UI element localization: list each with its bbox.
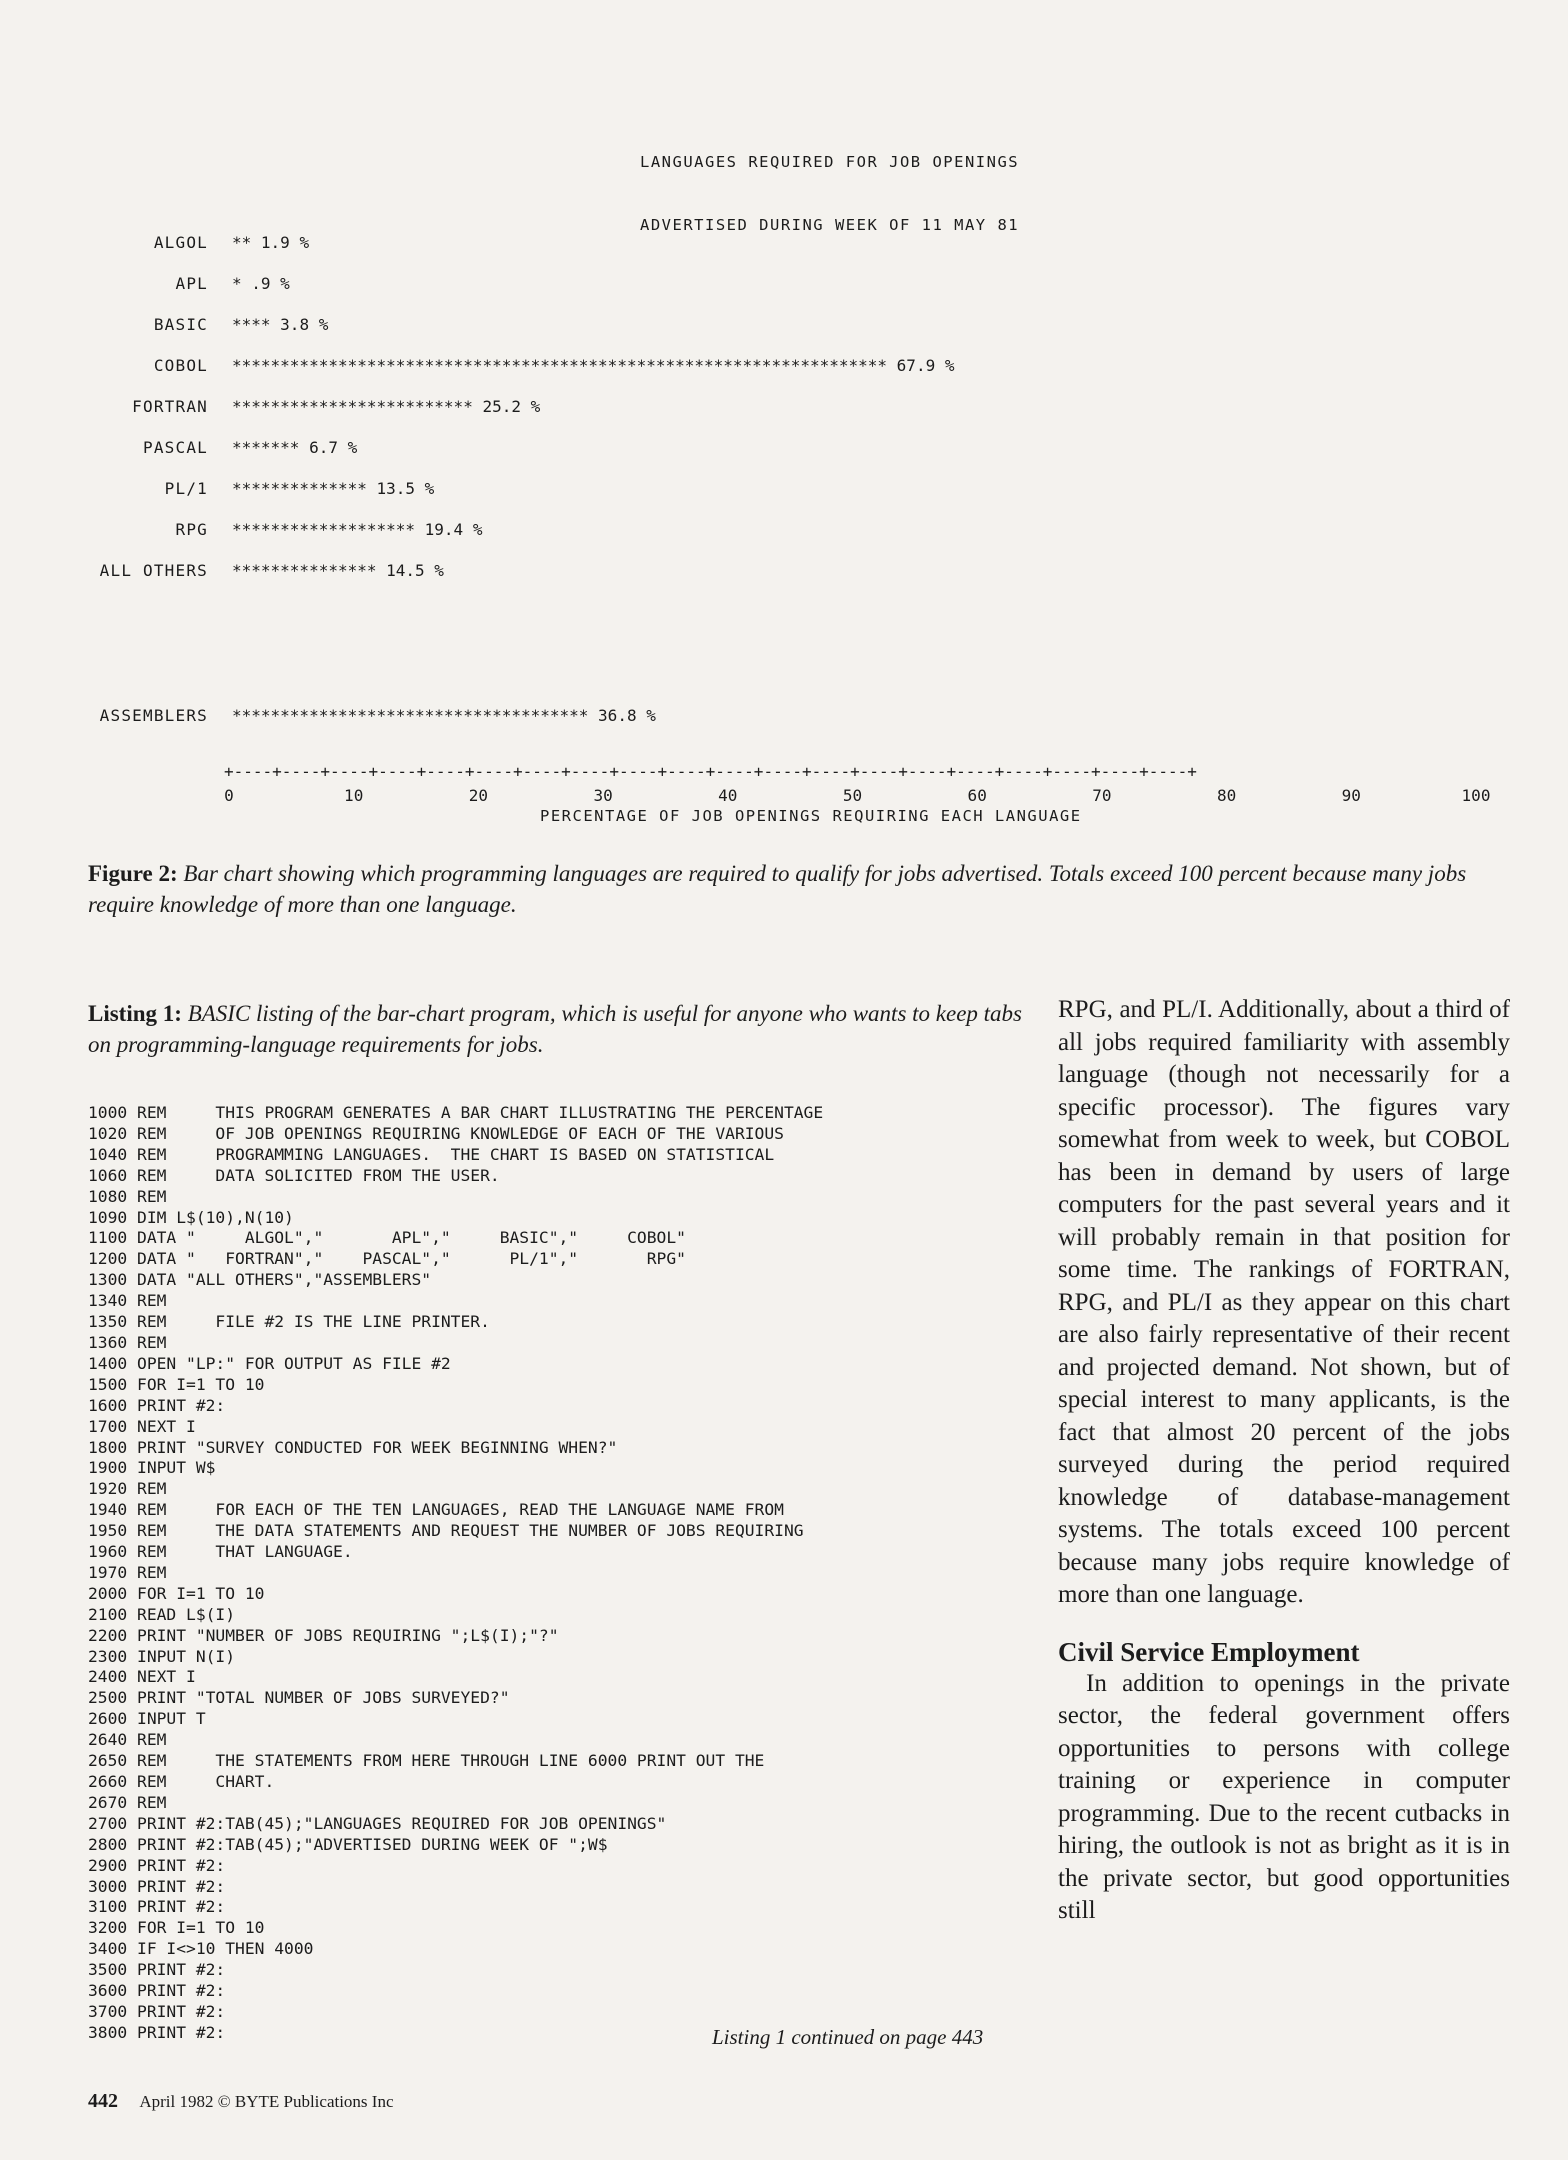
- bar-value-label: 14.5 %: [386, 561, 444, 580]
- listing-line: 2200 PRINT "NUMBER OF JOBS REQUIRING ";L$(I);"?": [88, 1625, 559, 1645]
- listing-line: 1600 PRINT #2:: [88, 1395, 226, 1415]
- figure-caption-text: Bar chart showing which programming languages are required to qualify for jobs advertised. Totals exceed 100 percent because many jobs require knowledge of more than one language.: [88, 861, 1467, 917]
- chart-title: LANGUAGES REQUIRED FOR JOB OPENINGS: [640, 153, 1020, 171]
- bar: [232, 356, 954, 375]
- bar-category-label: ALGOL: [153, 233, 208, 252]
- article-paragraph: In addition to openings in the private sector, the federal government offers opportunities to persons with college training or experience in computer programming. Due to the recent cutbacks in hiring, the outlook is not as bright as it is in the private sector, but good opportunities still: [1058, 1669, 1510, 1924]
- bar-value-label: 67.9 %: [896, 356, 955, 375]
- listing-line: 1340 REM: [88, 1291, 167, 1311]
- listing-line: 3100 PRINT #2:: [88, 1897, 226, 1917]
- listing-caption-text: BASIC listing of the bar-chart program, which is useful for anyone who wants to keep tabs on programming-language requirements for jobs.: [88, 1001, 1022, 1057]
- bar-asterisks: **************: [232, 479, 377, 498]
- bar-asterisks: *******: [232, 438, 310, 457]
- listing-line: 3200 FOR I=1 TO 10: [88, 1918, 265, 1938]
- listing-line: 2700 PRINT #2:TAB(45);"LANGUAGES REQUIRED FOR JOB OPENINGS": [88, 1813, 667, 1833]
- bar-category-label: COBOL: [153, 356, 208, 375]
- listing-line: 2500 PRINT "TOTAL NUMBER OF JOBS SURVEYED?": [88, 1688, 510, 1708]
- x-tick-label: 80: [1216, 786, 1237, 805]
- listing-continued-note: Listing 1 continued on page 443: [712, 2025, 984, 2049]
- bar-category-label: FORTRAN: [132, 397, 208, 416]
- listing-line: 2000 FOR I=1 TO 10: [88, 1583, 265, 1603]
- bar-asterisks: **: [232, 233, 261, 252]
- x-tick-label: 60: [967, 786, 987, 805]
- listing-line: 1950 REM THE DATA STATEMENTS AND REQUEST THE NUMBER OF JOBS REQUIRING: [88, 1521, 804, 1541]
- listing-line: 1940 REM FOR EACH OF THE TEN LANGUAGES, READ THE LANGUAGE NAME FROM: [88, 1500, 784, 1520]
- listing-line: 3400 IF I<>10 THEN 4000: [88, 1939, 314, 1959]
- listing-line: 1000 REM THIS PROGRAM GENERATES A BAR CHART ILLUSTRATING THE PERCENTAGE: [88, 1103, 824, 1122]
- listing-line: 2640 REM: [88, 1730, 167, 1750]
- bar: [232, 561, 444, 580]
- listing-line: 1350 REM FILE #2 IS THE LINE PRINTER.: [88, 1312, 490, 1332]
- listing-line: 2670 REM: [88, 1792, 167, 1812]
- page-footer: [88, 2090, 394, 2113]
- x-axis-label: PERCENTAGE OF JOB OPENINGS REQUIRING EACH LANGUAGE: [540, 807, 1082, 825]
- x-tick-label: 40: [718, 786, 738, 805]
- listing-line: 1100 DATA " ALGOL"," APL"," BASIC"," COBOL": [88, 1228, 686, 1248]
- bar-asterisks: *************************************: [232, 706, 599, 725]
- listing-line: 1300 DATA "ALL OTHERS","ASSEMBLERS": [88, 1270, 432, 1290]
- listing-caption: [88, 998, 1028, 1060]
- bar-asterisks: ****: [232, 315, 281, 334]
- listing-line: 3700 PRINT #2:: [88, 2001, 226, 2021]
- bar-value-label: .9 %: [251, 274, 290, 293]
- listing-caption-label: Listing 1:: [88, 1001, 182, 1026]
- bar: [232, 397, 540, 416]
- listing-line: 3800 PRINT #2:: [88, 2022, 226, 2042]
- listing-line: 1900 INPUT W$: [88, 1458, 216, 1478]
- bar: [232, 438, 357, 457]
- basic-listing: [88, 1103, 823, 2044]
- listing-line: 3000 PRINT #2:: [88, 1876, 226, 1896]
- chart-title-block: [640, 110, 1019, 257]
- x-tick-label: 30: [593, 786, 613, 805]
- listing-line: 1400 OPEN "LP:" FOR OUTPUT AS FILE #2: [88, 1353, 451, 1373]
- bar-value-label: 25.2 %: [482, 397, 541, 416]
- chart-subtitle: ADVERTISED DURING WEEK OF 11 MAY 81: [640, 216, 1020, 234]
- listing-line: 3600 PRINT #2:: [88, 1981, 226, 2001]
- bar-category-label: RPG: [175, 520, 208, 539]
- bar-category-label: PASCAL: [143, 438, 208, 457]
- x-tick-label: 20: [468, 786, 489, 805]
- listing-line: 1700 NEXT I: [88, 1416, 196, 1436]
- listing-line: 2100 READ L$(I): [88, 1604, 236, 1624]
- article-column: [1058, 994, 1510, 1928]
- listing-line: 1960 REM THAT LANGUAGE.: [88, 1542, 353, 1562]
- bar-value-label: 19.4 %: [424, 520, 483, 539]
- bar-category-label: BASIC: [153, 315, 208, 334]
- bar-category-label: ALL OTHERS: [99, 561, 208, 580]
- listing-line: 1920 REM: [88, 1479, 167, 1499]
- x-tick-label: 50: [842, 786, 863, 805]
- x-tick-label: 70: [1092, 786, 1112, 805]
- section-heading: Civil Service Employment: [1058, 1636, 1360, 1667]
- x-axis-line: +----+----+----+----+----+----+----+----+----+----+----+----+----+----+----+----+----+----+----+----+: [224, 762, 1197, 781]
- listing-line: 1360 REM: [88, 1332, 167, 1352]
- bar-asterisks: ***************: [232, 561, 387, 580]
- listing-line: 2400 NEXT I: [88, 1667, 196, 1687]
- listing-line: 2900 PRINT #2:: [88, 1855, 226, 1875]
- listing-line: 1080 REM: [88, 1186, 167, 1206]
- bar-value-label: 3.8 %: [280, 315, 329, 334]
- bar-value-label: 1.9 %: [260, 233, 310, 252]
- bar: [232, 706, 656, 725]
- listing-line: 2800 PRINT #2:TAB(45);"ADVERTISED DURING WEEK OF ";W$: [88, 1834, 608, 1854]
- bar-value-label: 36.8 %: [598, 706, 656, 725]
- article-paragraph: RPG, and PL/I. Additionally, about a third of all jobs required familiarity with assembly language (though not necessarily for a specific processor). The figures vary somewhat from week to week, but COBOL has been in demand by users of large computers for the past several years and it will probably remain in that position for some time. The rankings of FORTRAN, RPG, and PL/I as they appear on this chart are also fairly representative of their recent and projected demand. Not shown, but of special interest to many applicants, is the fact that almost 20 percent of the jobs surveyed during the period required knowledge of database-management systems. The totals exceed 100 percent because many jobs require knowledge of more than one language.: [1058, 996, 1510, 1608]
- listing-line: 1200 DATA " FORTRAN"," PASCAL"," PL/1"," RPG": [88, 1249, 686, 1269]
- bar-asterisks: *************************: [232, 397, 483, 416]
- x-tick-label: 10: [344, 786, 364, 805]
- bar-category-label: APL: [175, 274, 208, 293]
- figure-caption: [88, 858, 1498, 920]
- listing-line: 2660 REM CHART.: [88, 1772, 275, 1791]
- listing-line: 2650 REM THE STATEMENTS FROM HERE THROUGH LINE 6000 PRINT OUT THE: [88, 1751, 765, 1771]
- bar-asterisks: *: [232, 274, 252, 293]
- listing-line: 1090 DIM L$(10),N(10): [88, 1207, 294, 1227]
- bar-value-label: 6.7 %: [309, 438, 358, 457]
- bar: [232, 315, 328, 334]
- listing-line: 1040 REM PROGRAMMING LANGUAGES. THE CHART IS BASED ON STATISTICAL: [88, 1144, 775, 1164]
- bar: [232, 274, 290, 293]
- listing-line: 1500 FOR I=1 TO 10: [88, 1374, 265, 1394]
- bar-value-label: 13.5 %: [376, 479, 435, 498]
- bar: [232, 233, 309, 252]
- listing-line: 2300 INPUT N(I): [88, 1646, 236, 1666]
- listing-line: 2600 INPUT T: [88, 1709, 206, 1729]
- x-tick-label: 0: [224, 786, 234, 805]
- x-tick-label: 100: [1461, 786, 1491, 805]
- bar: [232, 520, 482, 539]
- footer-credit: April 1982 © BYTE Publications Inc: [139, 2092, 394, 2111]
- bar-asterisks: ********************************************************************: [232, 356, 897, 375]
- bar-category-label: ASSEMBLERS: [99, 706, 208, 725]
- page-number: 442: [88, 2090, 118, 2112]
- listing-line: 1060 REM DATA SOLICITED FROM THE USER.: [88, 1165, 500, 1185]
- bar: [232, 479, 434, 498]
- listing-line: 1800 PRINT "SURVEY CONDUCTED FOR WEEK BEGINNING WHEN?": [88, 1437, 618, 1457]
- bar-category-label: PL/1: [164, 479, 208, 498]
- x-tick-label: 90: [1341, 786, 1361, 805]
- figure-caption-label: Figure 2:: [88, 861, 178, 886]
- listing-line: 3500 PRINT #2:: [88, 1960, 226, 1980]
- listing-line: 1020 REM OF JOB OPENINGS REQUIRING KNOWLEDGE OF EACH OF THE VARIOUS: [88, 1123, 784, 1143]
- bar-asterisks: *******************: [232, 520, 425, 539]
- listing-line: 1970 REM: [88, 1562, 167, 1582]
